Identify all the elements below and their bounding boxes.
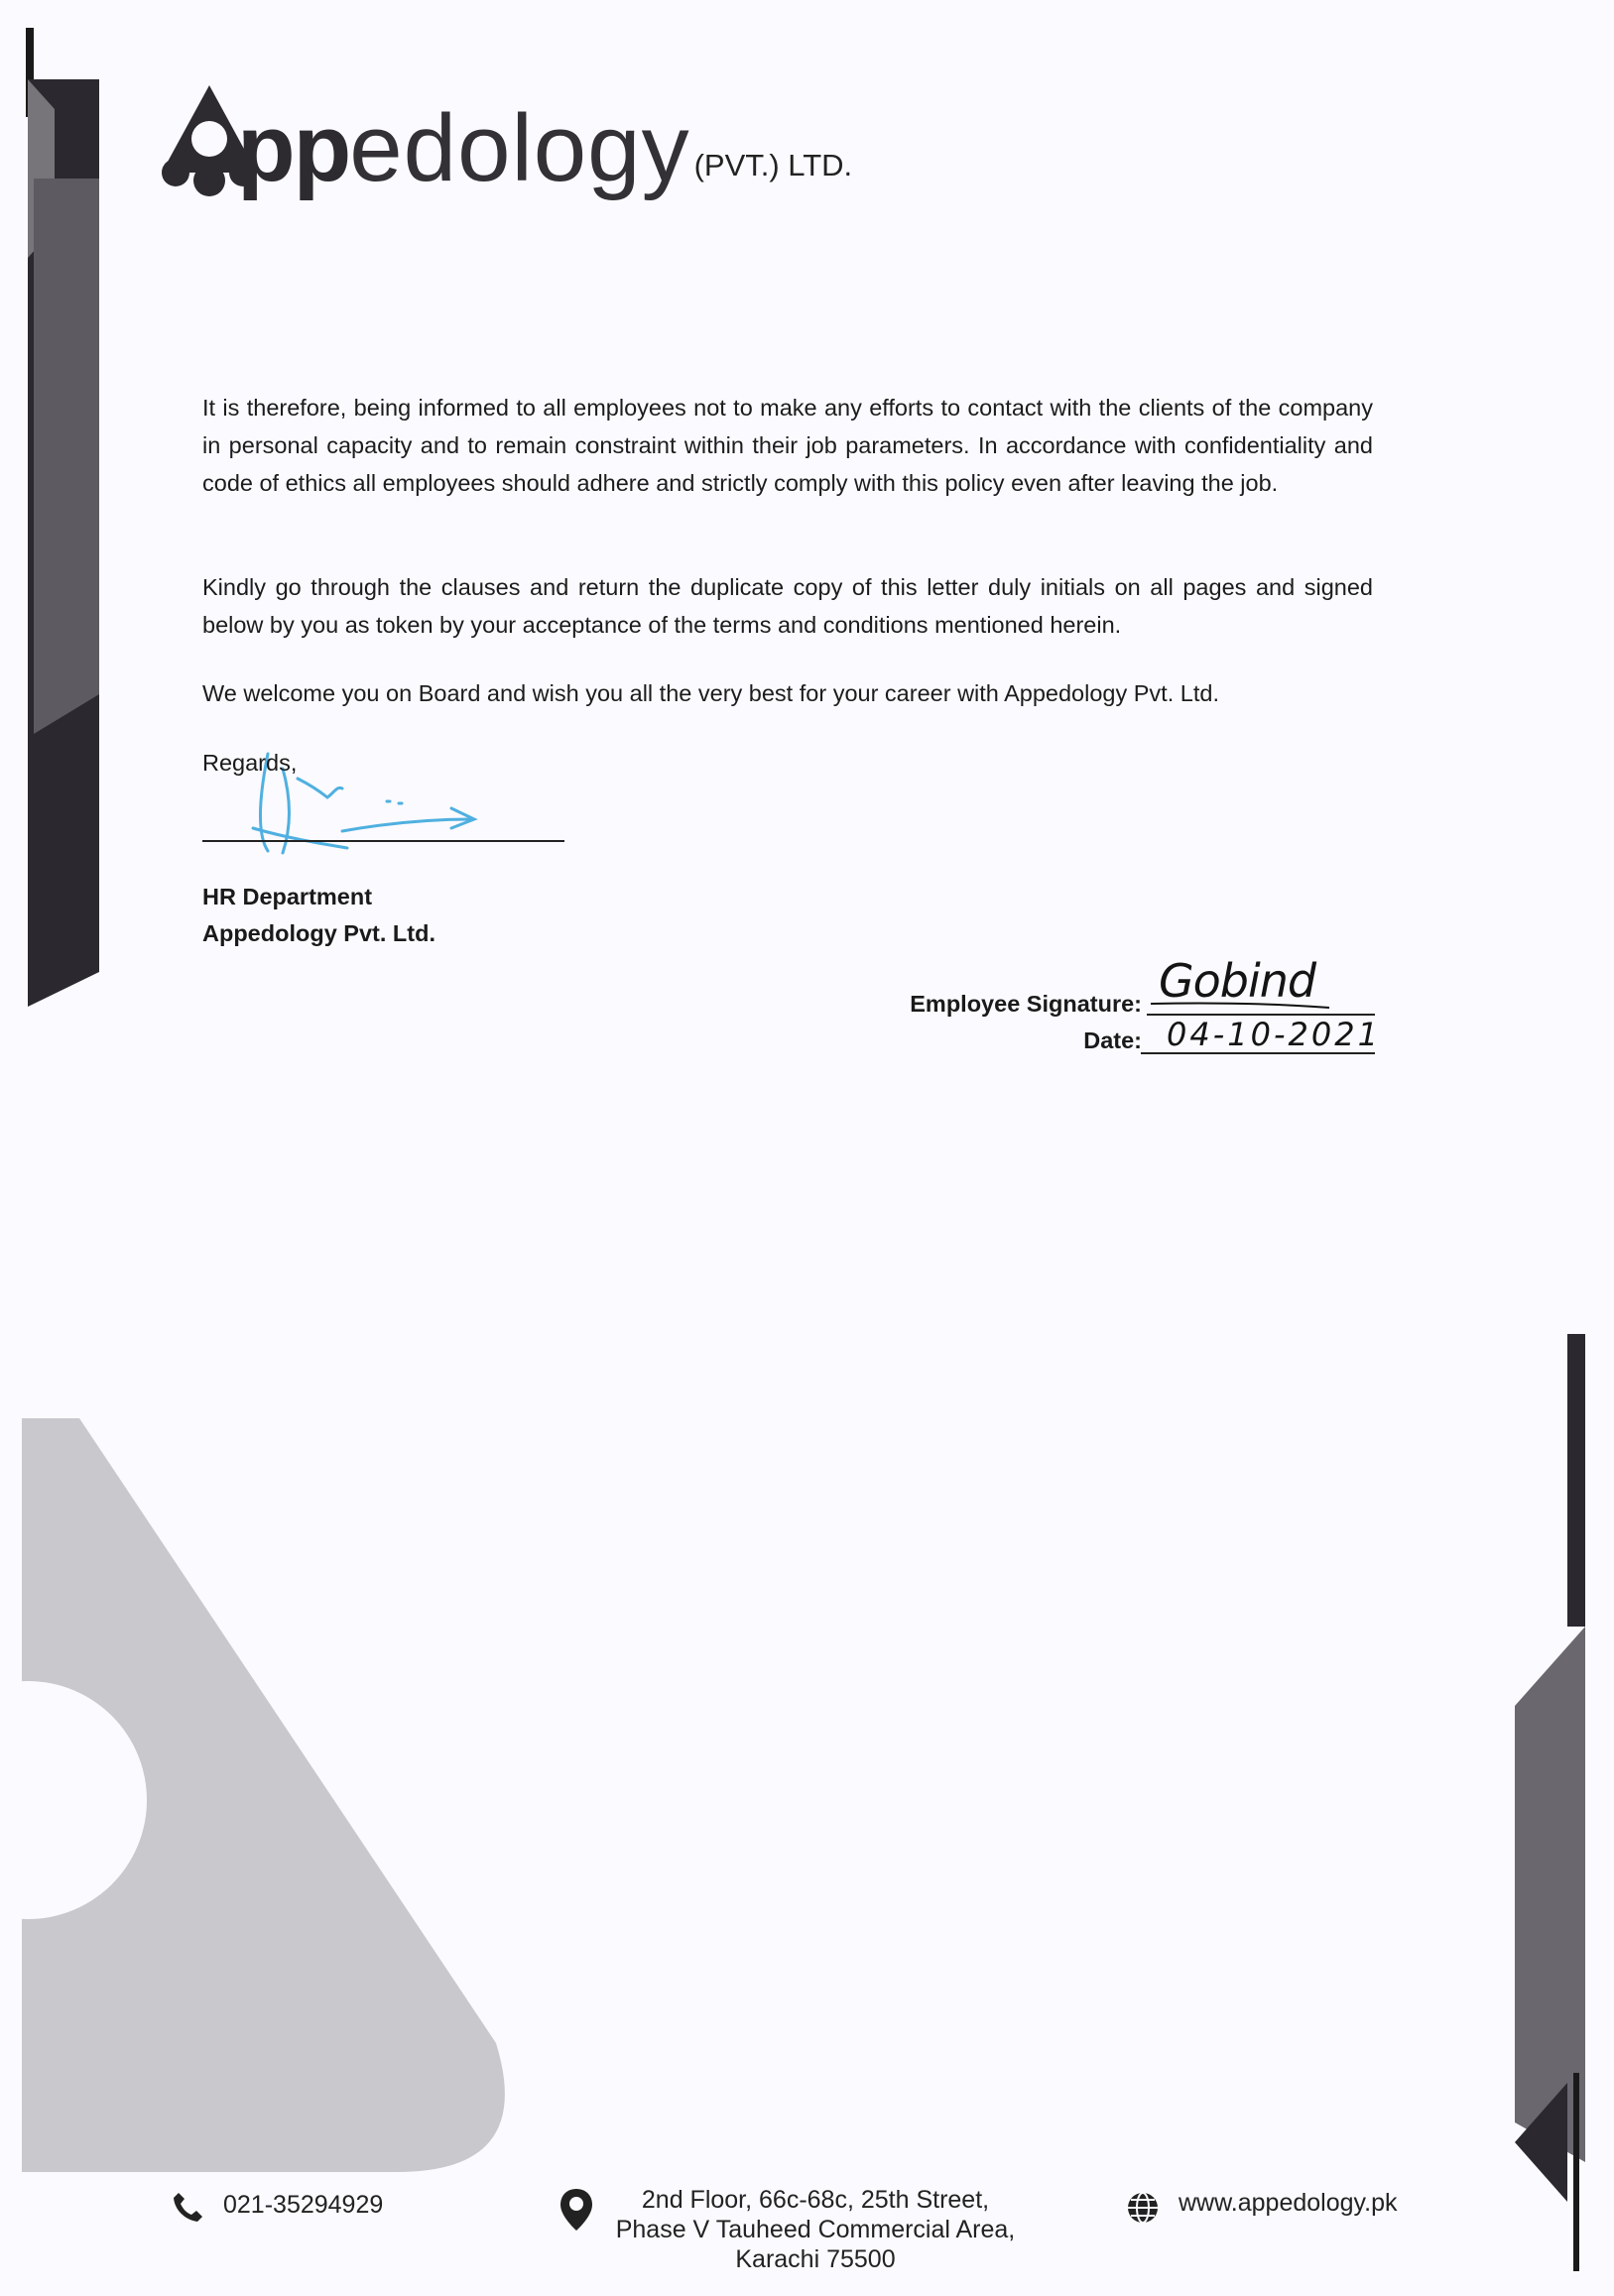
signatory-department: HR Department: [202, 884, 373, 909]
company-logo: [154, 77, 853, 201]
right-upper-bar: [1567, 1334, 1585, 1627]
address-line-3: Karachi 75500: [735, 2245, 896, 2273]
right-edge-line: [1573, 2073, 1579, 2271]
left-band-mid: [34, 179, 99, 734]
logo-text-bold: pp: [237, 95, 350, 201]
address-line-2: Phase V Tauheed Commercial Area,: [615, 2216, 1016, 2243]
logo-suffix: (PVT.) LTD.: [693, 148, 853, 182]
letter-paragraph-1: It is therefore, being informed to all employees not to make any efforts to contact with the clients of the company in personal capacity and to remain constraint within their job parameters. In accordance with confidentiality and code of ethics all employees should adhere and strictly comply with this policy even after leaving the job.: [202, 395, 1373, 496]
letter-paragraph-2: Kindly go through the clauses and return the duplicate copy of this letter duly initials on all pages and signed below by you as token by your acceptance of the terms and conditions mentioned herein.: [202, 574, 1373, 638]
employee-signature-value: Gobind: [1159, 954, 1316, 1008]
hr-signature-line: [202, 840, 564, 842]
date-line: [1141, 1052, 1375, 1054]
address-line-1: 2nd Floor, 66c-68c, 25th Street,: [641, 2186, 990, 2214]
logo-text-light: edology: [349, 95, 690, 201]
footer-address: [607, 2185, 1024, 2273]
signatory-company: Appedology Pvt. Ltd.: [202, 920, 435, 946]
phone-icon: [171, 2190, 204, 2224]
location-pin-icon: [559, 2187, 594, 2233]
date-label: Date:: [1083, 1027, 1142, 1053]
closing: Regards,: [202, 750, 298, 776]
letter-paragraph-3: We welcome you on Board and wish you all the very best for your career with Appedology Pvt. Ltd.: [202, 680, 1219, 706]
footer-website[interactable]: www.appedology.pk: [1179, 2189, 1398, 2217]
globe-icon: [1125, 2190, 1161, 2226]
footer-phone: 021-35294929: [223, 2191, 384, 2219]
employee-signature-label: Employee Signature:: [910, 991, 1142, 1017]
date-value: 04-10-2021: [1167, 1016, 1381, 1053]
